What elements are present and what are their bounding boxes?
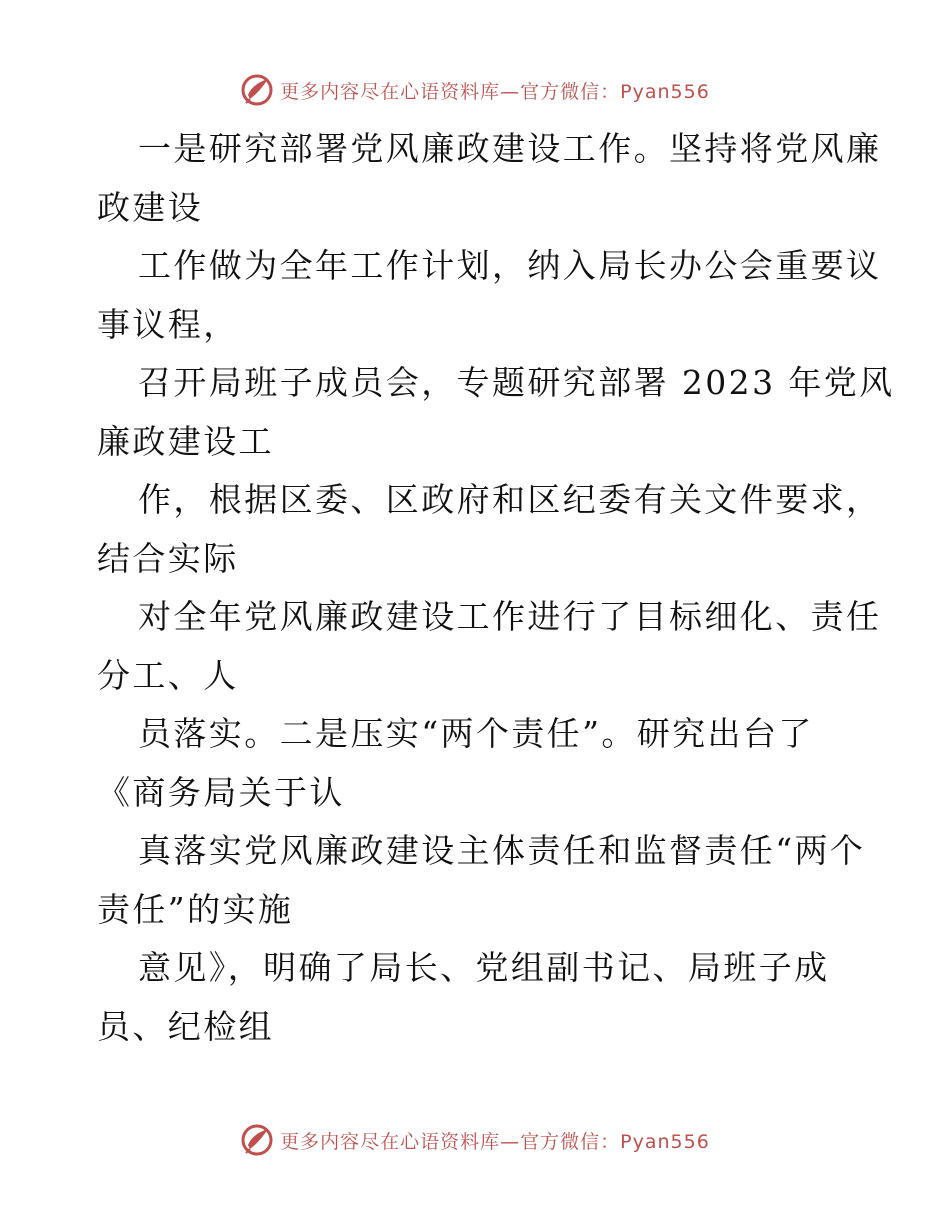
body-line: 分工、人 [97, 655, 239, 695]
body-line: 工作做为全年工作计划，纳入局长办公会重要议 [138, 246, 882, 285]
body-line: 对全年党风廉政建设工作进行了目标细化、责任 [138, 597, 882, 636]
banner-text [280, 77, 710, 104]
body-line: 员落实。二是压实“两个责任”。研究出台了 [138, 714, 814, 753]
quill-swirl-logo-icon [240, 73, 274, 107]
body-line: 一是研究部署党风廉政建设工作。坚持将党风廉 [138, 129, 882, 168]
body-line: 事议程， [97, 304, 239, 344]
body-line: 《商务局关于认 [97, 772, 345, 812]
body-line: 结合实际 [97, 538, 239, 578]
body-line: 作，根据区委、区政府和区纪委有关文件要求， [138, 480, 882, 519]
banner-text [280, 1127, 710, 1154]
site-name: 更多内容尽在心语资料库 [280, 80, 501, 103]
body-line: 意见》，明确了局长、党组副书记、局班子成 [138, 948, 830, 987]
body-line: 召开局班子成员会，专题研究部署 2023 年党风 [138, 363, 895, 402]
banner-separator: — [500, 80, 521, 103]
wechat-id: 官方微信：Pyan556 [520, 1130, 710, 1153]
site-name: 更多内容尽在心语资料库 [280, 1130, 501, 1153]
quill-swirl-logo-icon [240, 1123, 274, 1157]
header-banner [0, 70, 950, 110]
wechat-id: 官方微信：Pyan556 [520, 80, 710, 103]
footer-banner [0, 1120, 950, 1160]
body-line: 责任”的实施 [97, 889, 294, 929]
banner-separator: — [500, 1130, 521, 1153]
body-line: 员、纪检组 [97, 1006, 274, 1046]
body-line: 政建设 [97, 187, 204, 227]
document-body [0, 120, 950, 1056]
body-line: 真落实党风廉政建设主体责任和监督责任“两个 [138, 831, 866, 870]
body-line: 廉政建设工 [97, 421, 274, 461]
